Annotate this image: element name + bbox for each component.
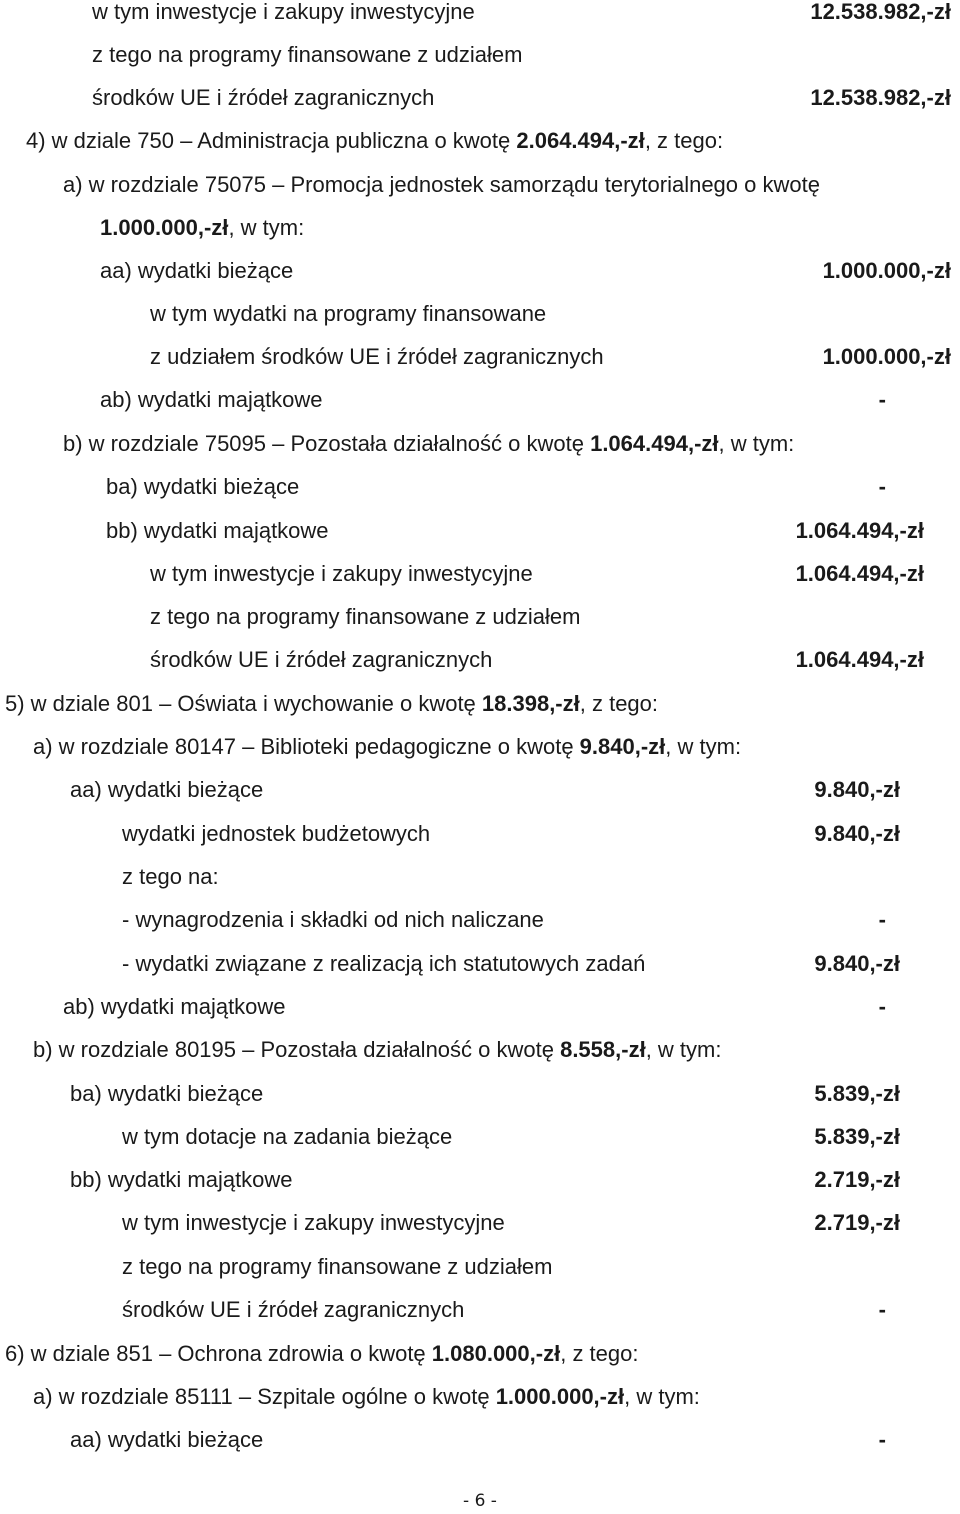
line-text: z tego na: [122, 864, 219, 889]
line-text: aa) wydatki bieżące [100, 258, 294, 283]
document-line [0, 559, 960, 589]
document-line [0, 256, 960, 286]
amount-value: 9.840,-zł [814, 777, 900, 802]
line-text: ab) wydatki majątkowe [100, 387, 323, 412]
line-prefix: 4) w dziale 750 – Administracja publiczna o kwotę [26, 128, 517, 153]
line-suffix: , w tym: [624, 1384, 700, 1409]
inline-amount: 18.398,-zł [481, 691, 580, 716]
line-prefix: b) w rozdziale 80195 – Pozostała działalność o kwotę [33, 1037, 561, 1062]
document-line [0, 472, 960, 502]
document-line [0, 602, 960, 632]
inline-amount: 1.000.000,-zł [100, 215, 229, 240]
line-text: bb) wydatki majątkowe [106, 518, 329, 543]
line-text: w tym dotacje na zadania bieżące [122, 1124, 453, 1149]
line-text: ab) wydatki majątkowe [63, 994, 286, 1019]
line-prefix: 5) w dziale 801 – Oświata i wychowanie o kwotę [5, 691, 482, 716]
line-text: z udziałem środków UE i źródeł zagranicznych [150, 344, 604, 369]
document-line [0, 732, 960, 762]
document-line [0, 0, 960, 27]
line-suffix: , w tym: [718, 431, 795, 456]
amount-value: 2.719,-zł [814, 1167, 900, 1192]
line-text: aa) wydatki bieżące [70, 1427, 264, 1452]
inline-amount: 9.840,-zł [579, 734, 666, 759]
amount-value: 12.538.982,-zł [810, 0, 951, 24]
document-line [0, 1165, 960, 1195]
line-text [33, 1382, 700, 1412]
document-line [0, 1425, 960, 1455]
document-line [0, 862, 960, 892]
document-line [0, 1035, 960, 1065]
amount-value: 2.719,-zł [814, 1210, 900, 1235]
document-line [0, 689, 960, 719]
document-line [0, 645, 960, 675]
document-line [0, 516, 960, 546]
line-text: w tym inwestycje i zakupy inwestycyjne [150, 561, 533, 586]
document-line [0, 83, 960, 113]
line-suffix: , w tym: [228, 215, 305, 240]
document-line [0, 1339, 960, 1369]
amount-value: 1.064.494,-zł [795, 561, 924, 586]
line-suffix: , z tego: [579, 691, 659, 716]
inline-amount: 8.558,-zł [560, 1037, 646, 1062]
line-text [5, 689, 658, 719]
line-text: z tego na programy finansowane z udziałem [122, 1254, 553, 1279]
document-line [0, 1079, 960, 1109]
document-line [0, 342, 960, 372]
document-line [0, 775, 960, 805]
amount-value: 1.064.494,-zł [795, 647, 924, 672]
line-prefix: a) w rozdziale 80147 – Biblioteki pedagogiczne o kwotę [33, 734, 580, 759]
amount-value: 1.064.494,-zł [795, 518, 924, 543]
line-text: z tego na programy finansowane z udziałem [92, 42, 523, 67]
amount-value: 1.000.000,-zł [822, 344, 951, 369]
line-suffix: , z tego: [560, 1341, 639, 1366]
line-text: wydatki jednostek budżetowych [122, 821, 431, 846]
line-suffix: , z tego: [644, 128, 724, 153]
document-line [0, 1208, 960, 1238]
document-line [0, 213, 960, 243]
page-number: - 6 - [463, 1491, 497, 1511]
line-prefix: b) w rozdziale 75095 – Pozostała działalność o kwotę [63, 431, 591, 456]
line-text [26, 126, 723, 156]
amount-value: 9.840,-zł [814, 821, 900, 846]
line-suffix: , w tym: [665, 734, 742, 759]
amount-value: - [878, 474, 886, 499]
line-text: aa) wydatki bieżące [70, 777, 264, 802]
line-text: a) w rozdziale 75075 – Promocja jednostek samorządu terytorialnego o kwotę [63, 172, 820, 197]
document-line [0, 429, 960, 459]
inline-amount: 1.080.000,-zł [431, 1341, 561, 1366]
inline-amount: 1.064.494,-zł [590, 431, 719, 456]
inline-amount: 1.000.000,-zł [495, 1384, 625, 1409]
line-text: w tym wydatki na programy finansowane [150, 301, 547, 326]
line-text: w tym inwestycje i zakupy inwestycyjne [122, 1210, 505, 1235]
line-text: w tym inwestycje i zakupy inwestycyjne [92, 0, 475, 24]
line-prefix: a) w rozdziale 85111 – Szpitale ogólne o kwotę [33, 1384, 496, 1409]
line-text [5, 1339, 639, 1369]
line-text: - wydatki związane z realizacją ich statutowych zadań [122, 951, 646, 976]
document-line [0, 126, 960, 156]
amount-value: - [878, 387, 886, 412]
amount-value: 5.839,-zł [814, 1081, 900, 1106]
amount-value: - [878, 1427, 886, 1452]
document-line [0, 170, 960, 200]
document-line [0, 1122, 960, 1152]
document-line [0, 1382, 960, 1412]
line-text [63, 429, 794, 459]
line-text: środków UE i źródeł zagranicznych [150, 647, 493, 672]
inline-amount: 2.064.494,-zł [516, 128, 645, 153]
line-text: bb) wydatki majątkowe [70, 1167, 293, 1192]
line-text: ba) wydatki bieżące [106, 474, 300, 499]
amount-value: - [878, 1297, 886, 1322]
line-text [33, 732, 741, 762]
amount-value: 12.538.982,-zł [810, 85, 951, 110]
document-line [0, 949, 960, 979]
document-line [0, 819, 960, 849]
line-text: ba) wydatki bieżące [70, 1081, 264, 1106]
document-line [0, 299, 960, 329]
document-line [0, 905, 960, 935]
amount-value: 5.839,-zł [814, 1124, 900, 1149]
line-text: środków UE i źródeł zagranicznych [92, 85, 435, 110]
document-line [0, 992, 960, 1022]
amount-value: - [878, 907, 886, 932]
line-prefix: 6) w dziale 851 – Ochrona zdrowia o kwotę [5, 1341, 432, 1366]
document-line [0, 40, 960, 70]
line-text [33, 1035, 721, 1065]
line-text [100, 213, 304, 243]
document-line [0, 1295, 960, 1325]
line-suffix: , w tym: [645, 1037, 722, 1062]
line-text: - wynagrodzenia i składki od nich naliczane [122, 907, 544, 932]
amount-value: 1.000.000,-zł [822, 258, 951, 283]
line-text: z tego na programy finansowane z udziałem [150, 604, 581, 629]
amount-value: - [878, 994, 886, 1019]
document-line [0, 1252, 960, 1282]
document-line [0, 385, 960, 415]
line-text: środków UE i źródeł zagranicznych [122, 1297, 465, 1322]
amount-value: 9.840,-zł [814, 951, 900, 976]
